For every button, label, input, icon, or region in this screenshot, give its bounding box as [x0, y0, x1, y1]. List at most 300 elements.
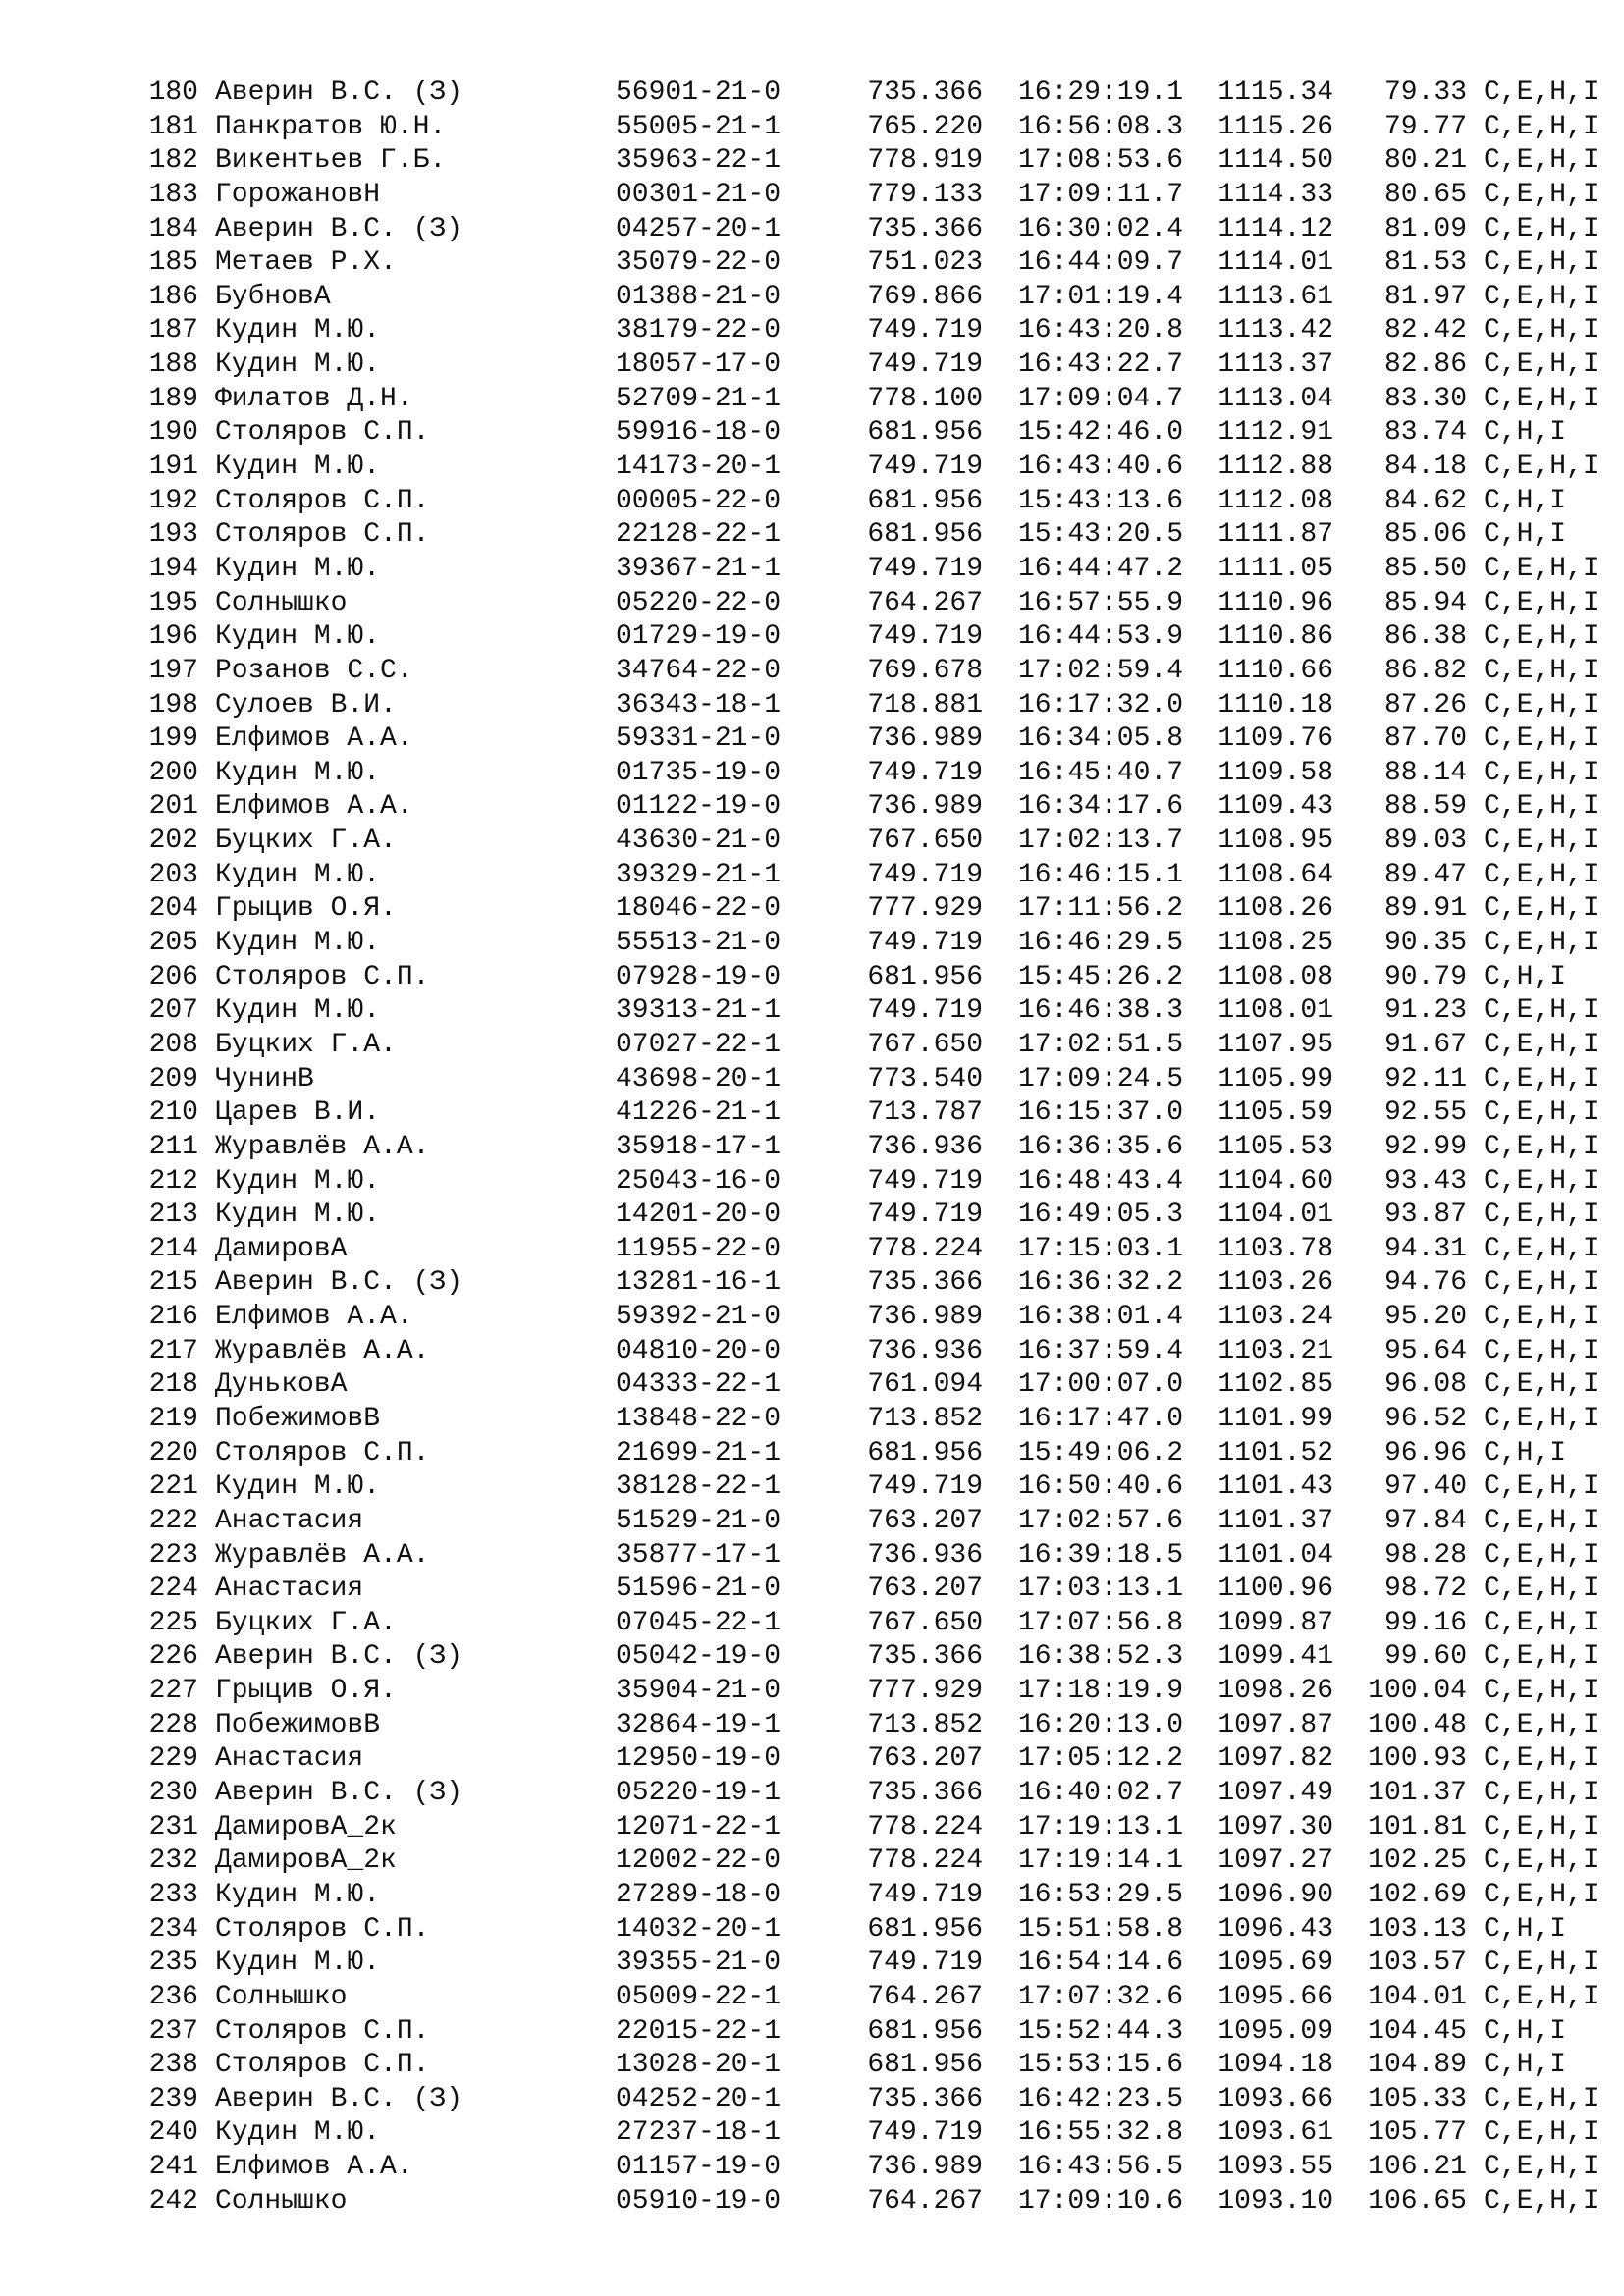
ring-id-cell: 01735-19-0: [616, 757, 782, 788]
arrival-time-cell: 17:00:07.0: [1017, 1369, 1183, 1401]
classes-cell: C,E,H,I: [1484, 1063, 1599, 1095]
classes-cell: C,E,H,I: [1484, 928, 1599, 959]
participant-name-cell: Столяров С.П.: [215, 2050, 430, 2081]
ring-id-cell: 07045-22-1: [616, 1607, 782, 1638]
rank-cell: 218: [148, 1369, 198, 1401]
rank-cell: 196: [148, 621, 198, 653]
distance-cell: 718.881: [867, 689, 983, 721]
classes-cell: C,E,H,I: [1484, 995, 1599, 1027]
speed-cell: 1112.08: [1218, 485, 1333, 516]
rank-cell: 199: [148, 723, 198, 755]
rank-cell: 185: [148, 247, 198, 279]
rank-cell: 229: [148, 1743, 198, 1775]
arrival-time-cell: 15:43:20.5: [1017, 519, 1183, 551]
distance-cell: 769.678: [867, 655, 983, 686]
percent-cell: 83.74: [1383, 417, 1467, 449]
table-row: [143, 246, 1599, 281]
ring-id-cell: 05220-22-0: [616, 587, 782, 618]
rank-cell: 226: [148, 1641, 198, 1673]
ring-id-cell: 34764-22-0: [616, 655, 782, 686]
arrival-time-cell: 16:49:05.3: [1017, 1200, 1183, 1231]
arrival-time-cell: 16:36:32.2: [1017, 1267, 1183, 1299]
table-row: [143, 1675, 1599, 1709]
percent-cell: 93.87: [1383, 1200, 1467, 1231]
speed-cell: 1105.99: [1218, 1063, 1333, 1095]
participant-name-cell: Викентьев Г.Б.: [215, 145, 447, 177]
ring-id-cell: 04252-20-1: [616, 2083, 782, 2114]
table-row: [143, 1368, 1599, 1403]
arrival-time-cell: 17:09:24.5: [1017, 1063, 1183, 1095]
participant-name-cell: Столяров С.П.: [215, 519, 430, 551]
speed-cell: 1108.08: [1218, 961, 1333, 992]
arrival-time-cell: 16:29:19.1: [1017, 78, 1183, 108]
rank-cell: 238: [148, 2050, 198, 2081]
participant-name-cell: Кудин М.Ю.: [215, 452, 381, 483]
arrival-time-cell: 16:46:15.1: [1017, 859, 1183, 890]
participant-name-cell: Метаев Р.Х.: [215, 247, 397, 279]
rank-cell: 195: [148, 587, 198, 618]
speed-cell: 1103.78: [1218, 1233, 1333, 1264]
table-row: [143, 2049, 1599, 2083]
classes-cell: C,E,H,I: [1484, 1097, 1599, 1129]
rank-cell: 220: [148, 1437, 198, 1468]
arrival-time-cell: 17:15:03.1: [1017, 1233, 1183, 1264]
table-row: [143, 348, 1599, 383]
percent-cell: 92.11: [1383, 1063, 1467, 1095]
classes-cell: C,E,H,I: [1484, 689, 1599, 721]
arrival-time-cell: 15:49:06.2: [1017, 1437, 1183, 1468]
participant-name-cell: ДамировА_2к: [215, 1811, 397, 1842]
percent-cell: 81.97: [1383, 281, 1467, 312]
distance-cell: 778.100: [867, 383, 983, 414]
participant-name-cell: Царев В.И.: [215, 1097, 381, 1129]
participant-name-cell: Панкратов Ю.Н.: [215, 111, 447, 142]
percent-cell: 86.82: [1383, 655, 1467, 686]
participant-name-cell: Грыцив О.Я.: [215, 893, 397, 925]
ring-id-cell: 32864-19-1: [616, 1709, 782, 1740]
classes-cell: C,E,H,I: [1484, 247, 1599, 279]
speed-cell: 1097.87: [1218, 1709, 1333, 1740]
ring-id-cell: 05910-19-0: [616, 2185, 782, 2216]
ring-id-cell: 13028-20-1: [616, 2050, 782, 2081]
speed-cell: 1100.96: [1218, 1574, 1333, 1605]
ring-id-cell: 39313-21-1: [616, 995, 782, 1027]
participant-name-cell: Кудин М.Ю.: [215, 621, 381, 653]
ring-id-cell: 14032-20-1: [616, 1913, 782, 1945]
table-row: [143, 2083, 1599, 2117]
classes-cell: C,E,H,I: [1484, 1879, 1599, 1910]
ring-id-cell: 22128-22-1: [616, 519, 782, 551]
speed-cell: 1113.04: [1218, 383, 1333, 414]
rank-cell: 219: [148, 1403, 198, 1434]
participant-name-cell: Журавлёв А.А.: [215, 1335, 430, 1366]
arrival-time-cell: 16:43:22.7: [1017, 349, 1183, 381]
arrival-time-cell: 17:08:53.6: [1017, 145, 1183, 177]
ring-id-cell: 11955-22-0: [616, 1233, 782, 1264]
percent-cell: 89.03: [1383, 826, 1467, 857]
participant-name-cell: Столяров С.П.: [215, 961, 430, 992]
ring-id-cell: 07928-19-0: [616, 961, 782, 992]
arrival-time-cell: 16:57:55.9: [1017, 587, 1183, 618]
arrival-time-cell: 16:44:09.7: [1017, 247, 1183, 279]
distance-cell: 769.866: [867, 281, 983, 312]
rank-cell: 180: [148, 78, 198, 108]
speed-cell: 1101.37: [1218, 1505, 1333, 1536]
percent-cell: 94.31: [1383, 1233, 1467, 1264]
percent-cell: 105.77: [1368, 2117, 1467, 2149]
distance-cell: 681.956: [867, 485, 983, 516]
classes-cell: C,E,H,I: [1484, 791, 1599, 823]
percent-cell: 88.14: [1383, 757, 1467, 788]
speed-cell: 1095.69: [1218, 1948, 1333, 1979]
percent-cell: 101.81: [1368, 1811, 1467, 1842]
percent-cell: 85.06: [1383, 519, 1467, 551]
participant-name-cell: Кудин М.Ю.: [215, 315, 381, 347]
arrival-time-cell: 16:44:53.9: [1017, 621, 1183, 653]
participant-name-cell: Столяров С.П.: [215, 2015, 430, 2047]
arrival-time-cell: 16:43:20.8: [1017, 315, 1183, 347]
table-row: [143, 281, 1599, 315]
table-row: [143, 859, 1599, 893]
table-row: [143, 1811, 1599, 1845]
classes-cell: C,E,H,I: [1484, 1845, 1599, 1877]
table-row: [143, 2151, 1599, 2185]
arrival-time-cell: 16:37:59.4: [1017, 1335, 1183, 1366]
ring-id-cell: 13848-22-0: [616, 1403, 782, 1434]
speed-cell: 1112.91: [1218, 417, 1333, 449]
percent-cell: 104.01: [1368, 1981, 1467, 2012]
distance-cell: 681.956: [867, 961, 983, 992]
ring-id-cell: 04333-22-1: [616, 1369, 782, 1401]
distance-cell: 765.220: [867, 111, 983, 142]
distance-cell: 779.133: [867, 179, 983, 210]
speed-cell: 1108.64: [1218, 859, 1333, 890]
classes-cell: C,E,H,I: [1484, 1029, 1599, 1060]
distance-cell: 736.989: [867, 1302, 983, 1333]
table-row: [143, 927, 1599, 961]
participant-name-cell: Грыцив О.Я.: [215, 1676, 397, 1707]
classes-cell: C,H,I: [1484, 417, 1567, 449]
distance-cell: 749.719: [867, 995, 983, 1027]
distance-cell: 749.719: [867, 1200, 983, 1231]
participant-name-cell: Аверин В.С. (З): [215, 1267, 463, 1299]
ring-id-cell: 04810-20-0: [616, 1335, 782, 1366]
ring-id-cell: 00005-22-0: [616, 485, 782, 516]
participant-name-cell: ДамировА: [215, 1233, 348, 1264]
participant-name-cell: Кудин М.Ю.: [215, 349, 381, 381]
participant-name-cell: Столяров С.П.: [215, 1913, 430, 1945]
speed-cell: 1093.61: [1218, 2117, 1333, 2149]
arrival-time-cell: 16:40:02.7: [1017, 1778, 1183, 1809]
percent-cell: 104.89: [1368, 2050, 1467, 2081]
arrival-time-cell: 17:01:19.4: [1017, 281, 1183, 312]
participant-name-cell: Кудин М.Ю.: [215, 928, 381, 959]
ring-id-cell: 04257-20-1: [616, 213, 782, 244]
percent-cell: 79.33: [1383, 78, 1467, 108]
arrival-time-cell: 15:43:13.6: [1017, 485, 1183, 516]
ring-id-cell: 43630-21-0: [616, 826, 782, 857]
speed-cell: 1110.18: [1218, 689, 1333, 721]
distance-cell: 736.936: [867, 1539, 983, 1571]
classes-cell: C,E,H,I: [1484, 655, 1599, 686]
percent-cell: 91.67: [1383, 1029, 1467, 1060]
distance-cell: 681.956: [867, 519, 983, 551]
participant-name-cell: Кудин М.Ю.: [215, 859, 381, 890]
speed-cell: 1114.33: [1218, 179, 1333, 210]
speed-cell: 1115.34: [1218, 78, 1333, 108]
speed-cell: 1110.86: [1218, 621, 1333, 653]
percent-cell: 84.62: [1383, 485, 1467, 516]
arrival-time-cell: 16:46:29.5: [1017, 928, 1183, 959]
percent-cell: 97.84: [1383, 1505, 1467, 1536]
classes-cell: C,E,H,I: [1484, 2083, 1599, 2114]
speed-cell: 1113.42: [1218, 315, 1333, 347]
classes-cell: C,E,H,I: [1484, 1267, 1599, 1299]
ring-id-cell: 25043-16-0: [616, 1165, 782, 1197]
ring-id-cell: 05042-19-0: [616, 1641, 782, 1673]
rank-cell: 236: [148, 1981, 198, 2012]
distance-cell: 749.719: [867, 928, 983, 959]
classes-cell: C,E,H,I: [1484, 1607, 1599, 1638]
classes-cell: C,E,H,I: [1484, 1369, 1599, 1401]
distance-cell: 681.956: [867, 417, 983, 449]
table-row: [143, 1844, 1599, 1879]
classes-cell: C,E,H,I: [1484, 1539, 1599, 1571]
speed-cell: 1093.66: [1218, 2083, 1333, 2114]
distance-cell: 735.366: [867, 1778, 983, 1809]
percent-cell: 88.59: [1383, 791, 1467, 823]
classes-cell: C,E,H,I: [1484, 1302, 1599, 1333]
ring-id-cell: 39367-21-1: [616, 553, 782, 584]
ring-id-cell: 05009-22-1: [616, 1981, 782, 2012]
speed-cell: 1102.85: [1218, 1369, 1333, 1401]
rank-cell: 210: [148, 1097, 198, 1129]
percent-cell: 87.26: [1383, 689, 1467, 721]
percent-cell: 98.28: [1383, 1539, 1467, 1571]
speed-cell: 1111.05: [1218, 553, 1333, 584]
distance-cell: 767.650: [867, 1029, 983, 1060]
classes-cell: C,E,H,I: [1484, 1676, 1599, 1707]
rank-cell: 201: [148, 791, 198, 823]
table-row: [143, 1981, 1599, 2015]
arrival-time-cell: 17:07:56.8: [1017, 1607, 1183, 1638]
ring-id-cell: 07027-22-1: [616, 1029, 782, 1060]
speed-cell: 1096.43: [1218, 1913, 1333, 1945]
arrival-time-cell: 16:55:32.8: [1017, 2117, 1183, 2149]
classes-cell: C,E,H,I: [1484, 1981, 1599, 2012]
arrival-time-cell: 16:36:35.6: [1017, 1131, 1183, 1162]
rank-cell: 230: [148, 1778, 198, 1809]
percent-cell: 86.38: [1383, 621, 1467, 653]
speed-cell: 1112.88: [1218, 452, 1333, 483]
distance-cell: 763.207: [867, 1505, 983, 1536]
distance-cell: 777.929: [867, 1676, 983, 1707]
percent-cell: 100.04: [1368, 1676, 1467, 1707]
arrival-time-cell: 16:38:01.4: [1017, 1302, 1183, 1333]
speed-cell: 1114.12: [1218, 213, 1333, 244]
rank-cell: 198: [148, 689, 198, 721]
distance-cell: 713.787: [867, 1097, 983, 1129]
speed-cell: 1109.76: [1218, 723, 1333, 755]
rank-cell: 184: [148, 213, 198, 244]
participant-name-cell: Филатов Д.Н.: [215, 383, 413, 414]
arrival-time-cell: 17:18:19.9: [1017, 1676, 1183, 1707]
table-row: [143, 790, 1599, 825]
rank-cell: 224: [148, 1574, 198, 1605]
classes-cell: C,H,I: [1484, 2015, 1567, 2047]
table-row: [143, 1437, 1599, 1471]
classes-cell: C,H,I: [1484, 1437, 1567, 1468]
results-table: [143, 77, 1599, 2218]
rank-cell: 215: [148, 1267, 198, 1299]
classes-cell: C,E,H,I: [1484, 2152, 1599, 2183]
distance-cell: 778.919: [867, 145, 983, 177]
ring-id-cell: 56901-21-0: [616, 78, 782, 108]
speed-cell: 1096.90: [1218, 1879, 1333, 1910]
speed-cell: 1101.99: [1218, 1403, 1333, 1434]
ring-id-cell: 38128-22-1: [616, 1471, 782, 1503]
rank-cell: 205: [148, 928, 198, 959]
arrival-time-cell: 16:43:40.6: [1017, 452, 1183, 483]
speed-cell: 1097.30: [1218, 1811, 1333, 1842]
ring-id-cell: 14201-20-0: [616, 1200, 782, 1231]
participant-name-cell: Анастасия: [215, 1743, 364, 1775]
ring-id-cell: 55005-21-1: [616, 111, 782, 142]
distance-cell: 778.224: [867, 1811, 983, 1842]
classes-cell: C,H,I: [1484, 1913, 1567, 1945]
distance-cell: 681.956: [867, 2050, 983, 2081]
classes-cell: C,E,H,I: [1484, 1165, 1599, 1197]
table-row: [143, 1879, 1599, 1913]
speed-cell: 1101.43: [1218, 1471, 1333, 1503]
classes-cell: C,E,H,I: [1484, 587, 1599, 618]
distance-cell: 749.719: [867, 2117, 983, 2149]
rank-cell: 231: [148, 1811, 198, 1842]
distance-cell: 736.989: [867, 2152, 983, 2183]
percent-cell: 80.65: [1383, 179, 1467, 210]
distance-cell: 736.936: [867, 1335, 983, 1366]
rank-cell: 186: [148, 281, 198, 312]
table-row: [143, 553, 1599, 587]
arrival-time-cell: 17:19:14.1: [1017, 1845, 1183, 1877]
arrival-time-cell: 16:34:05.8: [1017, 723, 1183, 755]
rank-cell: 181: [148, 111, 198, 142]
speed-cell: 1105.59: [1218, 1097, 1333, 1129]
arrival-time-cell: 16:46:38.3: [1017, 995, 1183, 1027]
speed-cell: 1108.26: [1218, 893, 1333, 925]
percent-cell: 92.55: [1383, 1097, 1467, 1129]
rank-cell: 192: [148, 485, 198, 516]
participant-name-cell: БубновА: [215, 281, 331, 312]
rank-cell: 240: [148, 2117, 198, 2149]
arrival-time-cell: 17:02:13.7: [1017, 826, 1183, 857]
classes-cell: C,E,H,I: [1484, 1948, 1599, 1979]
percent-cell: 101.37: [1368, 1778, 1467, 1809]
ring-id-cell: 51529-21-0: [616, 1505, 782, 1536]
classes-cell: C,E,H,I: [1484, 1709, 1599, 1740]
classes-cell: C,H,I: [1484, 961, 1567, 992]
percent-cell: 98.72: [1383, 1574, 1467, 1605]
ring-id-cell: 13281-16-1: [616, 1267, 782, 1299]
rank-cell: 242: [148, 2185, 198, 2216]
distance-cell: 749.719: [867, 757, 983, 788]
table-row: [143, 587, 1599, 621]
classes-cell: C,E,H,I: [1484, 2117, 1599, 2149]
arrival-time-cell: 15:42:46.0: [1017, 417, 1183, 449]
speed-cell: 1107.95: [1218, 1029, 1333, 1060]
arrival-time-cell: 16:43:56.5: [1017, 2152, 1183, 2183]
participant-name-cell: Столяров С.П.: [215, 485, 430, 516]
classes-cell: C,E,H,I: [1484, 145, 1599, 177]
distance-cell: 735.366: [867, 1641, 983, 1673]
ring-id-cell: 52709-21-1: [616, 383, 782, 414]
percent-cell: 82.42: [1383, 315, 1467, 347]
table-row: [143, 1539, 1599, 1574]
table-row: [143, 1165, 1599, 1200]
ring-id-cell: 12950-19-0: [616, 1743, 782, 1775]
classes-cell: C,E,H,I: [1484, 1641, 1599, 1673]
ring-id-cell: 27237-18-1: [616, 2117, 782, 2149]
rank-cell: 223: [148, 1539, 198, 1571]
ring-id-cell: 36343-18-1: [616, 689, 782, 721]
rank-cell: 233: [148, 1879, 198, 1910]
classes-cell: C,E,H,I: [1484, 826, 1599, 857]
classes-cell: C,E,H,I: [1484, 1574, 1599, 1605]
distance-cell: 735.366: [867, 78, 983, 108]
table-row: [143, 1913, 1599, 1948]
speed-cell: 1111.87: [1218, 519, 1333, 551]
rank-cell: 212: [148, 1165, 198, 1197]
table-row: [143, 416, 1599, 451]
speed-cell: 1098.26: [1218, 1676, 1333, 1707]
percent-cell: 93.43: [1383, 1165, 1467, 1197]
distance-cell: 778.224: [867, 1845, 983, 1877]
table-row: [143, 1063, 1599, 1097]
participant-name-cell: Солнышко: [215, 1981, 348, 2012]
percent-cell: 90.35: [1383, 928, 1467, 959]
ring-id-cell: 01388-21-0: [616, 281, 782, 312]
speed-cell: 1095.66: [1218, 1981, 1333, 2012]
speed-cell: 1108.95: [1218, 826, 1333, 857]
participant-name-cell: Кудин М.Ю.: [215, 1879, 381, 1910]
rank-cell: 206: [148, 961, 198, 992]
rank-cell: 237: [148, 2015, 198, 2047]
classes-cell: C,E,H,I: [1484, 1811, 1599, 1842]
table-row: [143, 1607, 1599, 1641]
participant-name-cell: Кудин М.Ю.: [215, 995, 381, 1027]
rank-cell: 190: [148, 417, 198, 449]
participant-name-cell: ПобежимовВ: [215, 1709, 381, 1740]
ring-id-cell: 35904-21-0: [616, 1676, 782, 1707]
table-row: [143, 144, 1599, 179]
table-row: [143, 1096, 1599, 1131]
rank-cell: 228: [148, 1709, 198, 1740]
participant-name-cell: ДамировА_2к: [215, 1845, 397, 1877]
arrival-time-cell: 16:45:40.7: [1017, 757, 1183, 788]
table-row: [143, 2185, 1599, 2219]
participant-name-cell: Кудин М.Ю.: [215, 1165, 381, 1197]
distance-cell: 749.719: [867, 1879, 983, 1910]
classes-cell: C,E,H,I: [1484, 859, 1599, 890]
classes-cell: C,E,H,I: [1484, 349, 1599, 381]
percent-cell: 90.79: [1383, 961, 1467, 992]
speed-cell: 1099.41: [1218, 1641, 1333, 1673]
distance-cell: 773.540: [867, 1063, 983, 1095]
table-row: [143, 451, 1599, 485]
participant-name-cell: Аверин В.С. (З): [215, 1641, 463, 1673]
rank-cell: 191: [148, 452, 198, 483]
distance-cell: 761.094: [867, 1369, 983, 1401]
